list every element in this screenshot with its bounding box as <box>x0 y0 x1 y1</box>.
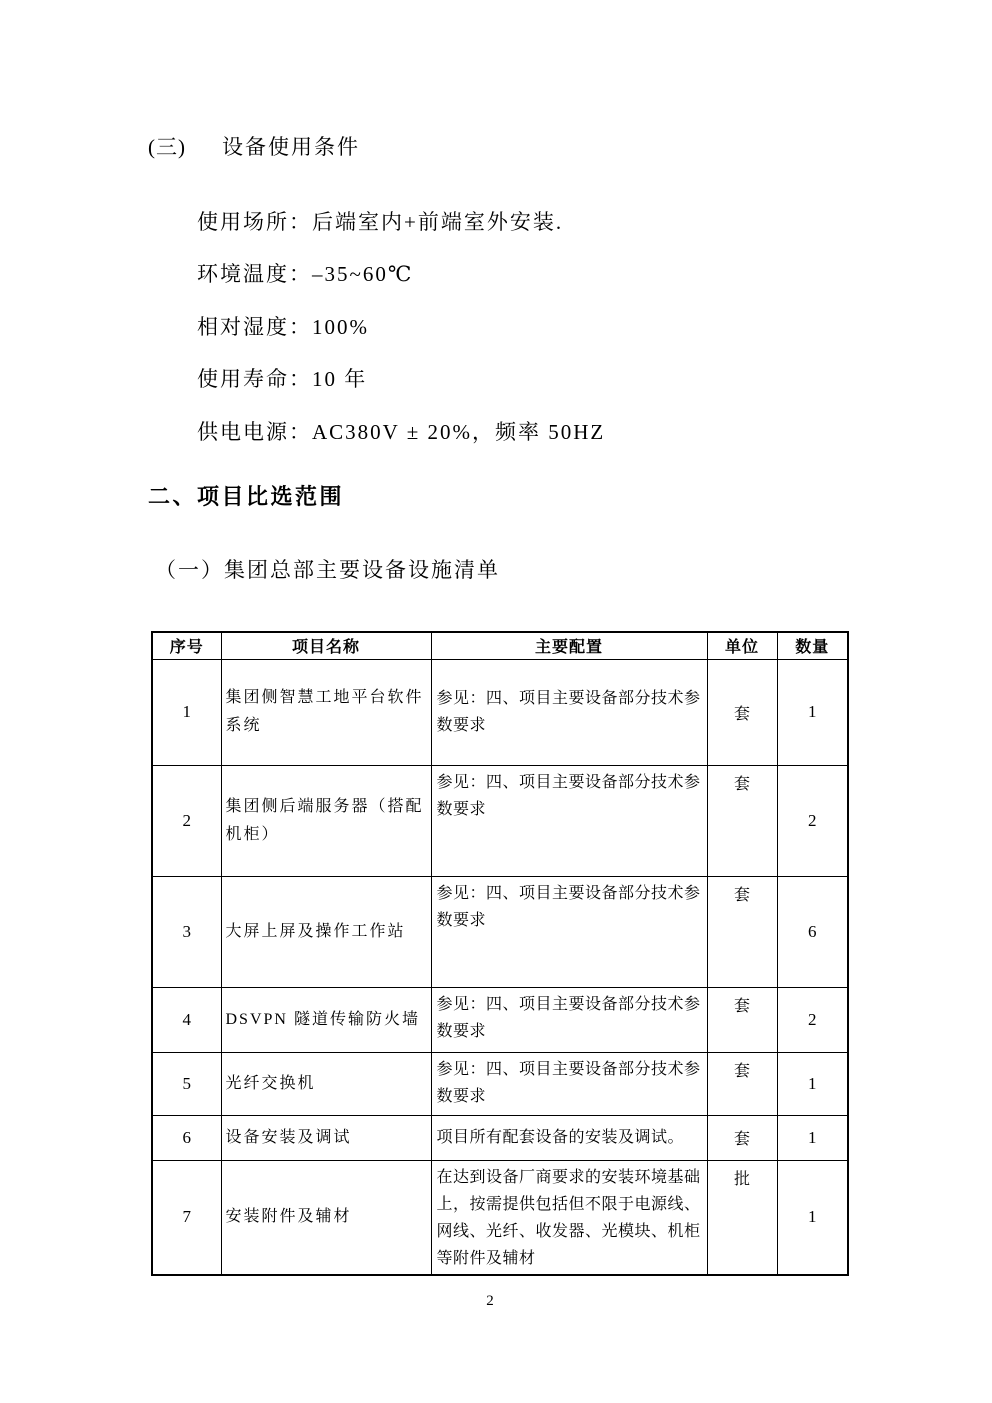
section-heading-label: (三) <box>148 135 186 159</box>
cell-config: 参见：四、项目主要设备部分技术参数要求 <box>431 1052 707 1115</box>
cell-name: DSVPN 隧道传输防火墙 <box>221 987 431 1052</box>
cell-qty: 1 <box>777 1115 848 1160</box>
cell-name: 安装附件及辅材 <box>221 1160 431 1275</box>
cell-config: 项目所有配套设备的安装及调试。 <box>431 1115 707 1160</box>
cell-seq: 2 <box>152 765 221 876</box>
spec-line-usage-place: 使用场所：后端室内+前端室外安装. <box>197 210 564 234</box>
chapter-heading: 二、项目比选范围 <box>148 484 345 509</box>
cell-name: 集团侧后端服务器（搭配机柜） <box>221 765 431 876</box>
cell-seq: 7 <box>152 1160 221 1275</box>
spec-line-power-supply: 供电电源：AC380V ± 20%，频率 50HZ <box>197 419 606 444</box>
table-row <box>152 1160 848 1275</box>
table-row <box>152 1115 848 1160</box>
spec-lines <box>197 196 605 458</box>
cell-qty: 2 <box>777 765 848 876</box>
column-header-name: 项目名称 <box>221 632 431 659</box>
cell-seq: 1 <box>152 659 221 765</box>
table-row <box>152 1052 848 1115</box>
table-row <box>152 876 848 987</box>
cell-config: 参见：四、项目主要设备部分技术参数要求 <box>431 987 707 1052</box>
column-header-config: 主要配置 <box>431 632 707 659</box>
cell-unit: 套 <box>707 765 777 876</box>
table-header-row <box>152 632 848 659</box>
cell-qty: 1 <box>777 1160 848 1275</box>
table-row <box>152 659 848 765</box>
cell-config: 参见：四、项目主要设备部分技术参数要求 <box>431 659 707 765</box>
cell-config: 参见：四、项目主要设备部分技术参数要求 <box>431 765 707 876</box>
cell-config: 在达到设备厂商要求的安装环境基础上，按需提供包括但不限于电源线、网线、光纤、收发器、光模块、机柜等附件及辅材 <box>431 1160 707 1275</box>
cell-name: 大屏上屏及操作工作站 <box>221 876 431 987</box>
cell-unit: 套 <box>707 987 777 1052</box>
cell-name: 设备安装及调试 <box>221 1115 431 1160</box>
cell-qty: 2 <box>777 987 848 1052</box>
cell-seq: 5 <box>152 1052 221 1115</box>
page-number: 2 <box>486 1293 494 1309</box>
column-header-unit: 单位 <box>707 632 777 659</box>
cell-unit: 套 <box>707 659 777 765</box>
cell-name: 集团侧智慧工地平台软件系统 <box>221 659 431 765</box>
section-heading-title: 设备使用条件 <box>222 135 360 159</box>
spec-line-relative-humidity: 相对湿度：100% <box>197 314 369 339</box>
column-header-seq: 序号 <box>152 632 221 659</box>
spec-line-service-life: 使用寿命：10 年 <box>197 367 368 392</box>
cell-unit: 套 <box>707 1052 777 1115</box>
cell-qty: 6 <box>777 876 848 987</box>
cell-qty: 1 <box>777 1052 848 1115</box>
cell-unit: 套 <box>707 876 777 987</box>
cell-seq: 4 <box>152 987 221 1052</box>
table-row <box>152 987 848 1052</box>
cell-name: 光纤交换机 <box>221 1052 431 1115</box>
cell-seq: 3 <box>152 876 221 987</box>
subsection-heading: （一）集团总部主要设备设施清单 <box>155 558 500 582</box>
cell-qty: 1 <box>777 659 848 765</box>
cell-unit: 套 <box>707 1115 777 1160</box>
table-row <box>152 765 848 876</box>
column-header-qty: 数量 <box>777 632 848 659</box>
spec-line-ambient-temperature: 环境温度：–35~60℃ <box>197 262 414 287</box>
cell-seq: 6 <box>152 1115 221 1160</box>
cell-config: 参见：四、项目主要设备部分技术参数要求 <box>431 876 707 987</box>
equipment-table <box>151 631 849 1276</box>
section-heading <box>148 133 360 161</box>
cell-unit: 批 <box>707 1160 777 1275</box>
